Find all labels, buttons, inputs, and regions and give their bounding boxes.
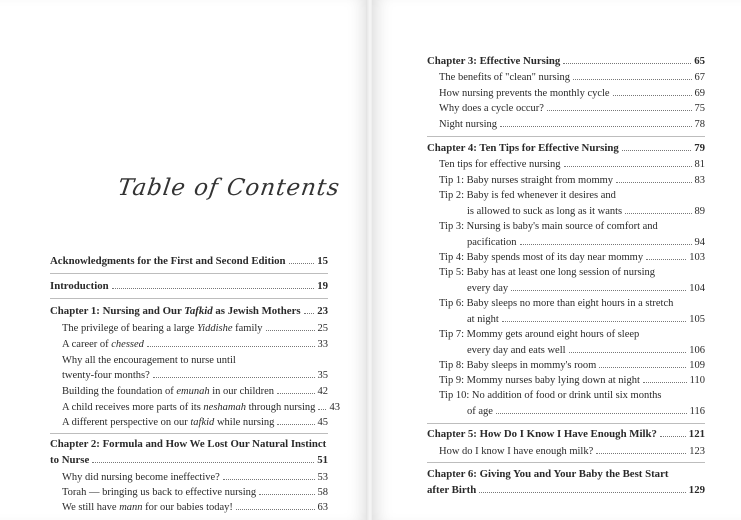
entry-label: A career of chessed [62,339,144,350]
entry-label: Night nursing [439,119,498,130]
toc-entry-chapter-1[interactable] [50,304,328,318]
toc-entry[interactable] [467,344,705,358]
toc-entry[interactable] [439,102,705,116]
toc-entry[interactable] [439,374,705,388]
toc-entry[interactable] [62,369,328,383]
entry-label: is allowed to suck as long as it wants [467,206,623,217]
toc-entry[interactable] [467,282,705,296]
toc-entry[interactable] [439,359,705,373]
page-number: 53 [317,472,328,483]
toc-entry-chapter-4[interactable] [427,141,705,155]
toc-entry[interactable] [467,205,705,219]
entry-label: We still have mann for our babies today! [62,502,233,513]
toc-entry[interactable] [439,174,705,188]
page-number: 89 [694,206,705,217]
entry-label: Tip 2: Baby is fed whenever it desires and [439,190,616,201]
toc-entry[interactable] [439,220,705,234]
entry-label: How do I know I have enough milk? [439,446,594,457]
entry-label: Tip 9: Mommy nurses baby lying down at night [439,375,640,386]
toc-entry[interactable] [439,266,705,280]
toc-entry[interactable] [467,405,705,419]
toc-entry[interactable] [62,486,328,500]
divider [427,462,705,463]
page-number: 33 [317,339,328,350]
toc-entry[interactable] [62,385,328,399]
entry-label: at night [467,314,499,325]
page-number: 51 [317,454,328,466]
toc-entry[interactable] [439,445,705,459]
toc-entry-chapter-3[interactable] [427,54,705,68]
divider [50,298,328,299]
right-page [372,0,741,520]
entry-label: of age [467,406,493,417]
toc-entry[interactable] [467,313,705,327]
entry-label: Chapter 5: How Do I Know I Have Enough Milk? [427,428,657,440]
divider [427,136,705,137]
page-number: 109 [689,360,705,371]
entry-label: to Nurse [50,454,90,466]
page-number: 25 [317,323,328,334]
toc-entry[interactable] [439,328,705,342]
toc-entry[interactable] [62,471,328,485]
page-number: 83 [694,175,705,186]
toc-entry[interactable] [62,416,328,430]
entry-label: Tip 3: Nursing is baby's main source of comfort and [439,221,658,232]
page-number: 110 [689,375,705,386]
entry-label: Tip 6: Baby sleeps no more than eight hours in a stretch [439,298,674,309]
entry-label: Building the foundation of emunah in our children [62,386,275,397]
page-number: 103 [689,252,705,263]
toc-entry-chapter-2[interactable] [50,437,328,451]
page-number: 104 [689,283,705,294]
page-number: 42 [317,386,328,397]
entry-label: Why did nursing become ineffective? [62,472,220,483]
entry-label: every day and eats well [467,345,566,356]
page-number: 15 [317,255,328,267]
entry-label: Chapter 1: Nursing and Our Tafkid as Jewish Mothers [50,305,301,317]
entry-label: The privilege of bearing a large Yiddishe family [62,323,263,334]
page-title: Table of Contents [116,175,342,201]
toc-entry-chapter-5[interactable] [427,427,705,441]
entry-label: Why all the encouragement to nurse until [62,355,236,366]
entry-label: How nursing prevents the monthly cycle [439,88,610,99]
page-number: 63 [317,502,328,513]
entry-label: The benefits of "clean" nursing [439,72,571,83]
entry-label: Why does a cycle occur? [439,103,544,114]
entry-label: Tip 5: Baby has at least one long session of nursing [439,267,656,278]
toc-entry[interactable] [62,401,340,415]
toc-entry[interactable] [62,354,328,368]
page-number: 81 [694,159,705,170]
toc-entry[interactable] [439,118,705,132]
entry-label: Chapter 3: Effective Nursing [427,55,561,67]
page-number: 78 [694,119,705,130]
toc-entry[interactable] [62,501,328,515]
entry-label: Tip 4: Baby spends most of its day near mommy [439,252,644,263]
divider [50,273,328,274]
toc-entry-acknowledgments[interactable] [50,254,328,268]
page-number: 45 [317,417,328,428]
toc-entry[interactable] [439,71,705,85]
page-number: 94 [694,237,705,248]
toc-entry[interactable] [439,158,705,172]
page-number: 43 [329,402,340,413]
page-number: 35 [317,370,328,381]
entry-label: Chapter 4: Ten Tips for Effective Nursing [427,142,619,154]
entry-label: Chapter 6: Giving You and Your Baby the Best Start [427,468,669,480]
left-page [0,0,368,520]
page-number: 123 [689,446,705,457]
page-number: 121 [688,428,705,440]
page-number: 19 [317,280,328,292]
entry-label: twenty-four months? [62,370,150,381]
page-number: 105 [689,314,705,325]
entry-label: Torah — bringing us back to effective nursing [62,487,257,498]
divider [50,433,328,434]
page-number: 58 [317,487,328,498]
entry-label: every day [467,283,509,294]
page-number: 65 [694,55,705,67]
toc-entry[interactable] [62,322,328,336]
toc-entry-introduction[interactable] [50,279,328,293]
divider [427,423,705,424]
toc-entry[interactable] [439,251,705,265]
entry-label: Introduction [50,280,109,292]
entry-label: Tip 8: Baby sleeps in mommy's room [439,360,597,371]
page-number: 23 [317,305,328,317]
toc-entry[interactable] [439,389,705,403]
page-number: 75 [694,103,705,114]
toc-entry[interactable] [62,338,328,352]
page-number: 106 [689,345,705,356]
entry-label: pacification [467,237,517,248]
toc-entry[interactable] [467,236,705,250]
toc-entry[interactable] [439,297,705,311]
entry-label: Acknowledgments for the First and Second Edition [50,255,286,267]
toc-entry[interactable] [439,189,705,203]
entry-label: after Birth [427,484,477,496]
entry-label: Tip 7: Mommy gets around eight hours of sleep [439,329,640,340]
page-number: 116 [689,406,705,417]
toc-entry[interactable] [439,87,705,101]
entry-label: Chapter 2: Formula and How We Lost Our Natural Instinct [50,438,327,450]
page-number: 69 [694,88,705,99]
toc-entry-chapter-6[interactable] [427,467,705,481]
entry-label: Tip 10: No addition of food or drink until six months [439,390,662,401]
toc-entry-chapter-2-cont[interactable] [50,453,328,467]
entry-label: A child receives more parts of its neshamah through nursing [62,402,316,413]
page-number: 79 [694,142,705,154]
entry-label: Tip 1: Baby nurses straight from mommy [439,175,614,186]
page-number: 67 [694,72,705,83]
toc-entry-chapter-6-cont[interactable] [427,483,705,497]
entry-label: Ten tips for effective nursing [439,159,561,170]
page-number: 129 [688,484,705,496]
entry-label: A different perspective on our tafkid while nursing [62,417,275,428]
